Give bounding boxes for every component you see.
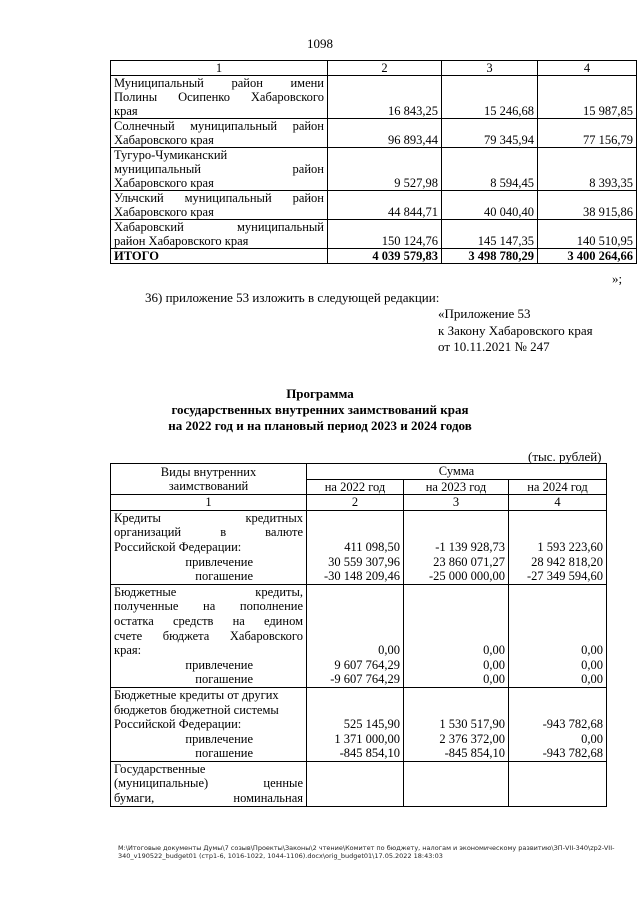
value: -25 000 000,00 bbox=[428, 569, 505, 584]
file-path-footer bbox=[118, 844, 618, 860]
value: 30 559 307,96 bbox=[328, 554, 400, 569]
value: -943 782,68 bbox=[542, 746, 603, 761]
value: -943 782,68 bbox=[542, 717, 603, 732]
value: -1 139 928,73 bbox=[435, 539, 505, 554]
row-name bbox=[111, 510, 307, 584]
name-line: (муниципальные) ценные bbox=[114, 776, 303, 791]
name-line: Хабаровского края bbox=[114, 205, 214, 219]
sub-label-repayment: погашение bbox=[195, 569, 253, 584]
name-line: Российской Федерации: bbox=[114, 539, 242, 554]
value-cell: 38 915,86 bbox=[538, 191, 637, 220]
value-cell: 140 510,95 bbox=[538, 220, 637, 249]
program-title: Программа bbox=[286, 386, 354, 401]
name-line: Солнечный муниципальный район bbox=[114, 119, 324, 133]
row-name bbox=[111, 584, 307, 687]
value-cell: 44 844,71 bbox=[328, 191, 442, 220]
row-name bbox=[111, 76, 328, 119]
value-cell: 40 040,40 bbox=[442, 191, 538, 220]
table-header-row bbox=[111, 464, 607, 480]
value: 1 371 000,00 bbox=[334, 731, 400, 746]
value: 0,00 bbox=[378, 643, 400, 658]
unit-label: (тыс. рублей) bbox=[528, 449, 602, 464]
table-row bbox=[111, 148, 637, 191]
table-row bbox=[111, 119, 637, 148]
table-row bbox=[111, 220, 637, 249]
name-line: Бюджетные кредиты от других bbox=[114, 687, 279, 702]
value: -845 854,10 bbox=[444, 746, 505, 761]
value-cell: 15 987,85 bbox=[538, 76, 637, 119]
row-name bbox=[111, 687, 307, 761]
name-line: организаций в валюте bbox=[114, 525, 303, 540]
year-header: на 2023 год bbox=[404, 479, 509, 495]
appendix-line: к Закону Хабаровского края bbox=[438, 323, 593, 338]
value: 0,00 bbox=[581, 672, 603, 687]
value-cell: 8 594,45 bbox=[442, 148, 538, 191]
total-value: 4 039 579,83 bbox=[328, 249, 442, 264]
name-line: края: bbox=[114, 643, 142, 658]
name-line: Полины Осипенко Хабаровского bbox=[114, 90, 324, 104]
name-line: Ульчский муниципальный район bbox=[114, 191, 324, 205]
value-cell: 145 147,35 bbox=[442, 220, 538, 249]
municipal-table bbox=[110, 60, 637, 264]
value-cell: 96 893,44 bbox=[328, 119, 442, 148]
name-line: остатка средств на едином bbox=[114, 613, 303, 628]
program-period: на 2022 год и на плановый период 2023 и 2024 годов bbox=[168, 418, 472, 433]
value: 0,00 bbox=[581, 731, 603, 746]
column-number: 2 bbox=[307, 495, 404, 511]
name-line: Хабаровского края bbox=[114, 176, 214, 190]
value-cell: 77 156,79 bbox=[538, 119, 637, 148]
name-line: муниципальный район bbox=[114, 162, 324, 176]
table-row bbox=[111, 761, 607, 806]
column-number: 1 bbox=[111, 495, 307, 511]
value-cell bbox=[307, 687, 404, 761]
row-name bbox=[111, 191, 328, 220]
value-cell: 150 124,76 bbox=[328, 220, 442, 249]
total-value: 3 498 780,29 bbox=[442, 249, 538, 264]
footer-line: M:\Итоговые документы Думы\7 созыв\Проекты\Законы\2 чтение\Комитет по бюджету, налогам и экономическому развитию\ЗП-VII-340\zp2-VII- bbox=[118, 844, 615, 852]
value: 0,00 bbox=[483, 643, 505, 658]
row-name bbox=[111, 761, 307, 806]
sub-label-attraction: привлечение bbox=[185, 657, 253, 672]
value-cell bbox=[404, 510, 509, 584]
total-row bbox=[111, 249, 637, 264]
table-header-row bbox=[111, 61, 637, 76]
value: 411 098,50 bbox=[344, 539, 400, 554]
closing-quote: »; bbox=[612, 271, 623, 286]
name-line: Государственные bbox=[114, 761, 206, 776]
name-line: Российской Федерации: bbox=[114, 717, 242, 732]
column-number: 3 bbox=[404, 495, 509, 511]
sub-label-repayment: погашение bbox=[195, 672, 253, 687]
value: 0,00 bbox=[483, 657, 505, 672]
value: -9 607 764,29 bbox=[330, 672, 400, 687]
value-cell: 15 246,68 bbox=[442, 76, 538, 119]
sum-header: Сумма bbox=[307, 464, 607, 480]
value-cell bbox=[404, 584, 509, 687]
type-header bbox=[111, 464, 307, 495]
value-cell bbox=[509, 687, 607, 761]
value: 1 530 517,90 bbox=[439, 717, 505, 732]
name-line: Тугуро-Чумиканский bbox=[114, 148, 228, 162]
value: -27 349 594,60 bbox=[526, 569, 603, 584]
value-cell bbox=[307, 584, 404, 687]
value-cell bbox=[509, 584, 607, 687]
value: 0,00 bbox=[581, 643, 603, 658]
value-cell bbox=[307, 510, 404, 584]
value: 23 860 071,27 bbox=[433, 554, 505, 569]
value: 28 942 818,20 bbox=[531, 554, 603, 569]
sub-label-attraction: привлечение bbox=[185, 554, 253, 569]
header-cell: 1 bbox=[111, 61, 328, 76]
value: 2 376 372,00 bbox=[439, 731, 505, 746]
page-number: 1098 bbox=[307, 36, 333, 51]
value: 9 607 764,29 bbox=[334, 657, 400, 672]
year-header: на 2024 год bbox=[509, 479, 607, 495]
total-label: ИТОГО bbox=[111, 249, 328, 264]
header-cell: 2 bbox=[328, 61, 442, 76]
appendix-line: «Приложение 53 bbox=[438, 306, 531, 321]
name-line: Бюджетные кредиты, bbox=[114, 584, 303, 599]
value-cell bbox=[509, 761, 607, 806]
value-cell bbox=[404, 687, 509, 761]
value: 0,00 bbox=[483, 672, 505, 687]
name-line: Кредиты кредитных bbox=[114, 510, 303, 525]
table-row bbox=[111, 687, 607, 761]
header-cell: 4 bbox=[538, 61, 637, 76]
row-name bbox=[111, 220, 328, 249]
table-row bbox=[111, 584, 607, 687]
header-line: заимствований bbox=[168, 479, 249, 494]
sub-label-attraction: привлечение bbox=[185, 731, 253, 746]
footer-line: 340_v190522_budget01 (стр1-6, 1016-1022, 1044-1106).docx\orig_budget01\17.05.2022 18:43:03 bbox=[118, 852, 443, 860]
table-number-row bbox=[111, 495, 607, 511]
value-cell: 16 843,25 bbox=[328, 76, 442, 119]
value-cell: 79 345,94 bbox=[442, 119, 538, 148]
row-name bbox=[111, 119, 328, 148]
total-value: 3 400 264,66 bbox=[538, 249, 637, 264]
name-line: счете бюджета Хабаровского bbox=[114, 628, 303, 643]
year-header: на 2022 год bbox=[307, 479, 404, 495]
table-row bbox=[111, 76, 637, 119]
item-36-text: 36) приложение 53 изложить в следующей редакции: bbox=[145, 290, 440, 305]
name-line: Хабаровский муниципальный bbox=[114, 220, 324, 234]
sub-label-repayment: погашение bbox=[195, 746, 253, 761]
name-line: Муниципальный район имени bbox=[114, 76, 324, 90]
name-line: полученные на пополнение bbox=[114, 599, 303, 614]
value-cell bbox=[509, 510, 607, 584]
value: 0,00 bbox=[581, 657, 603, 672]
value: -845 854,10 bbox=[339, 746, 400, 761]
name-line: район Хабаровского края bbox=[114, 234, 249, 248]
name-line: бюджетов бюджетной системы bbox=[114, 702, 279, 717]
value-cell bbox=[404, 761, 509, 806]
value: 1 593 223,60 bbox=[537, 539, 603, 554]
table-row bbox=[111, 510, 607, 584]
table-row bbox=[111, 191, 637, 220]
value: 525 145,90 bbox=[343, 717, 400, 732]
program-subtitle: государственных внутренних заимствований края bbox=[171, 402, 469, 417]
value-cell: 8 393,35 bbox=[538, 148, 637, 191]
value-cell bbox=[307, 761, 404, 806]
value-cell: 9 527,98 bbox=[328, 148, 442, 191]
header-line: Виды внутренних bbox=[160, 464, 257, 479]
value: -30 148 209,46 bbox=[323, 569, 400, 584]
header-cell: 3 bbox=[442, 61, 538, 76]
name-line: края bbox=[114, 104, 138, 118]
row-name bbox=[111, 148, 328, 191]
name-line: бумаги, номинальная bbox=[114, 791, 303, 806]
borrowing-table bbox=[110, 463, 607, 807]
appendix-line: от 10.11.2021 № 247 bbox=[438, 339, 550, 354]
column-number: 4 bbox=[509, 495, 607, 511]
name-line: Хабаровского края bbox=[114, 133, 214, 147]
